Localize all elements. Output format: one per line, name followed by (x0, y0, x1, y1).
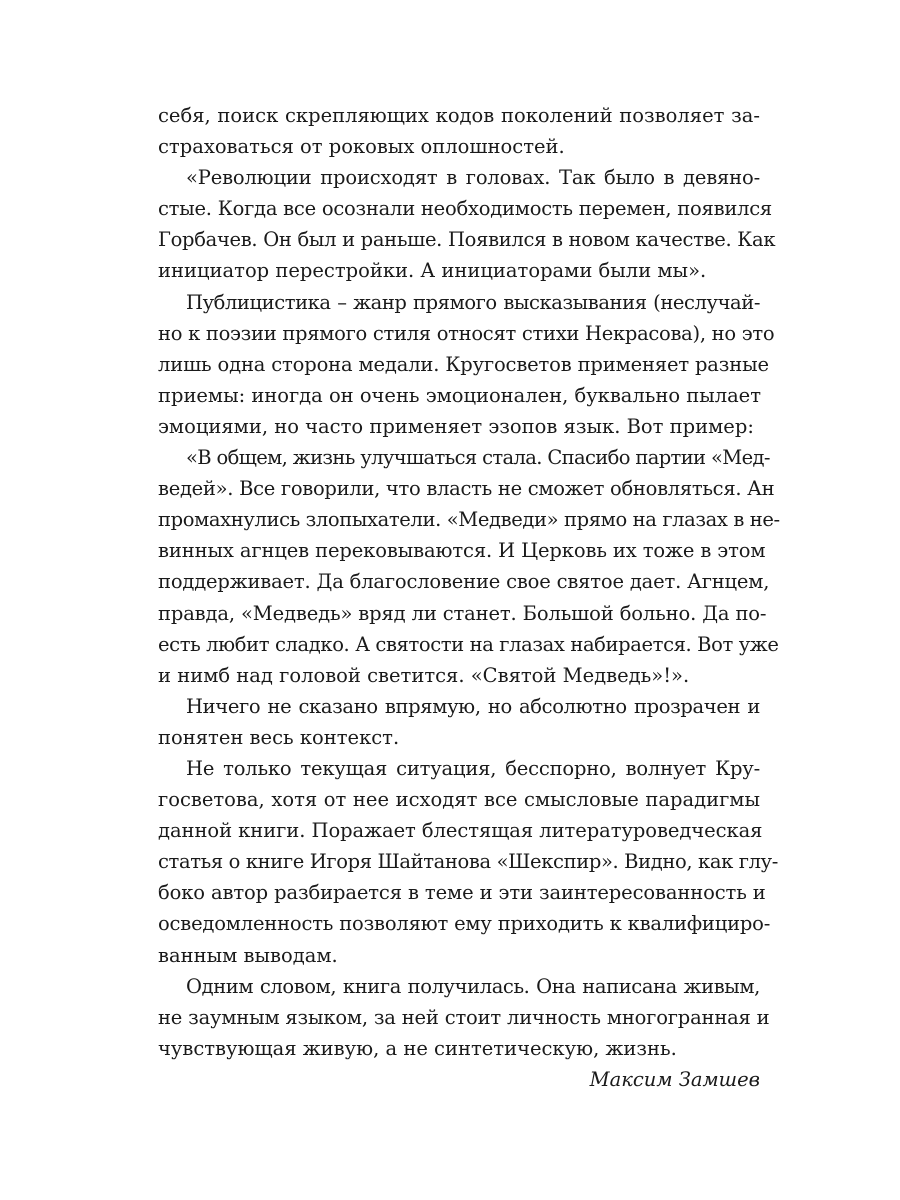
paragraph (158, 442, 780, 691)
text-line: поддерживает. Да благословение свое святое дает. Агнцем, (158, 570, 770, 594)
text-line: статья о книге Игоря Шайтанова «Шекспир». Видно, как глу- (158, 850, 778, 874)
text-line: себя, поиск скрепляющих кодов поколений позволяет за- (158, 104, 760, 127)
paragraph (158, 100, 760, 162)
author-signature: Максим Замшев (589, 1067, 760, 1091)
text-line: ведей». Все говорили, что власть не сможет обновляться. Ан (158, 477, 775, 501)
text-line: боко автор разбирается в теме и эти заинтересованность и (158, 881, 766, 905)
text-line: правда, «Медведь» вряд ли станет. Большой больно. Да по- (158, 601, 767, 625)
text-line: и нимб над головой светится. «Святой Медведь»!». (158, 663, 690, 687)
text-line: Горбачев. Он был и раньше. Появился в новом качестве. Как (158, 228, 776, 252)
text-line: ванным выводам. (158, 943, 338, 967)
text-line: Не только текущая ситуация, бесспорно, волнует Кру- (186, 756, 760, 780)
text-line: осведомленность позволяют ему приходить к квалифициро- (158, 912, 771, 936)
text-line: но к поэзии прямого стиля относят стихи Некрасова), но это (158, 321, 775, 345)
text-line: Одним словом, книга получилась. Она написана живым, (186, 974, 760, 998)
text-line: винных агнцев перековываются. И Церковь их тоже в этом (158, 539, 766, 563)
text-line: промахнулись злопыхатели. «Медведи» прямо на глазах в не- (158, 508, 780, 532)
text-line: лишь одна сторона медали. Кругосветов применяет разные (158, 352, 769, 376)
text-line: есть любит сладко. А святости на глазах набирается. Вот уже (158, 632, 779, 656)
text-line: понятен весь контекст. (158, 725, 400, 749)
paragraph (158, 691, 760, 753)
text-line: эмоциями, но часто применяет эзопов язык. Вот пример: (158, 414, 754, 438)
paragraph (158, 162, 776, 286)
text-line: чувствующая живую, а не синтетическую, жизнь. (158, 1036, 677, 1060)
text-line: данной книги. Поражает блестящая литературоведческая (158, 819, 763, 843)
text-line: инициатор перестройки. А инициаторами были мы». (158, 259, 707, 283)
body-text (158, 100, 780, 1095)
text-line: не заумным языком, за ней стоит личность многогранная и (158, 1005, 770, 1029)
text-line: «Революции происходят в головах. Так было в девяно- (186, 166, 760, 190)
paragraph (158, 753, 778, 971)
text-line: Публицистика – жанр прямого высказывания (неслучай- (186, 290, 760, 314)
paragraph (158, 287, 775, 442)
text-line: «В общем, жизнь улучшаться стала. Спасибо партии «Мед- (186, 446, 770, 470)
text-line: стые. Когда все осознали необходимость перемен, появился (158, 197, 772, 221)
text-line: госветова, хотя от нее исходят все смысловые парадигмы (158, 788, 760, 812)
text-line: Ничего не сказано впрямую, но абсолютно прозрачен и (186, 694, 760, 718)
paragraph (158, 971, 770, 1064)
text-line: страховаться от роковых оплошностей. (158, 135, 565, 159)
text-line: приемы: иногда он очень эмоционален, буквально пылает (158, 383, 761, 407)
